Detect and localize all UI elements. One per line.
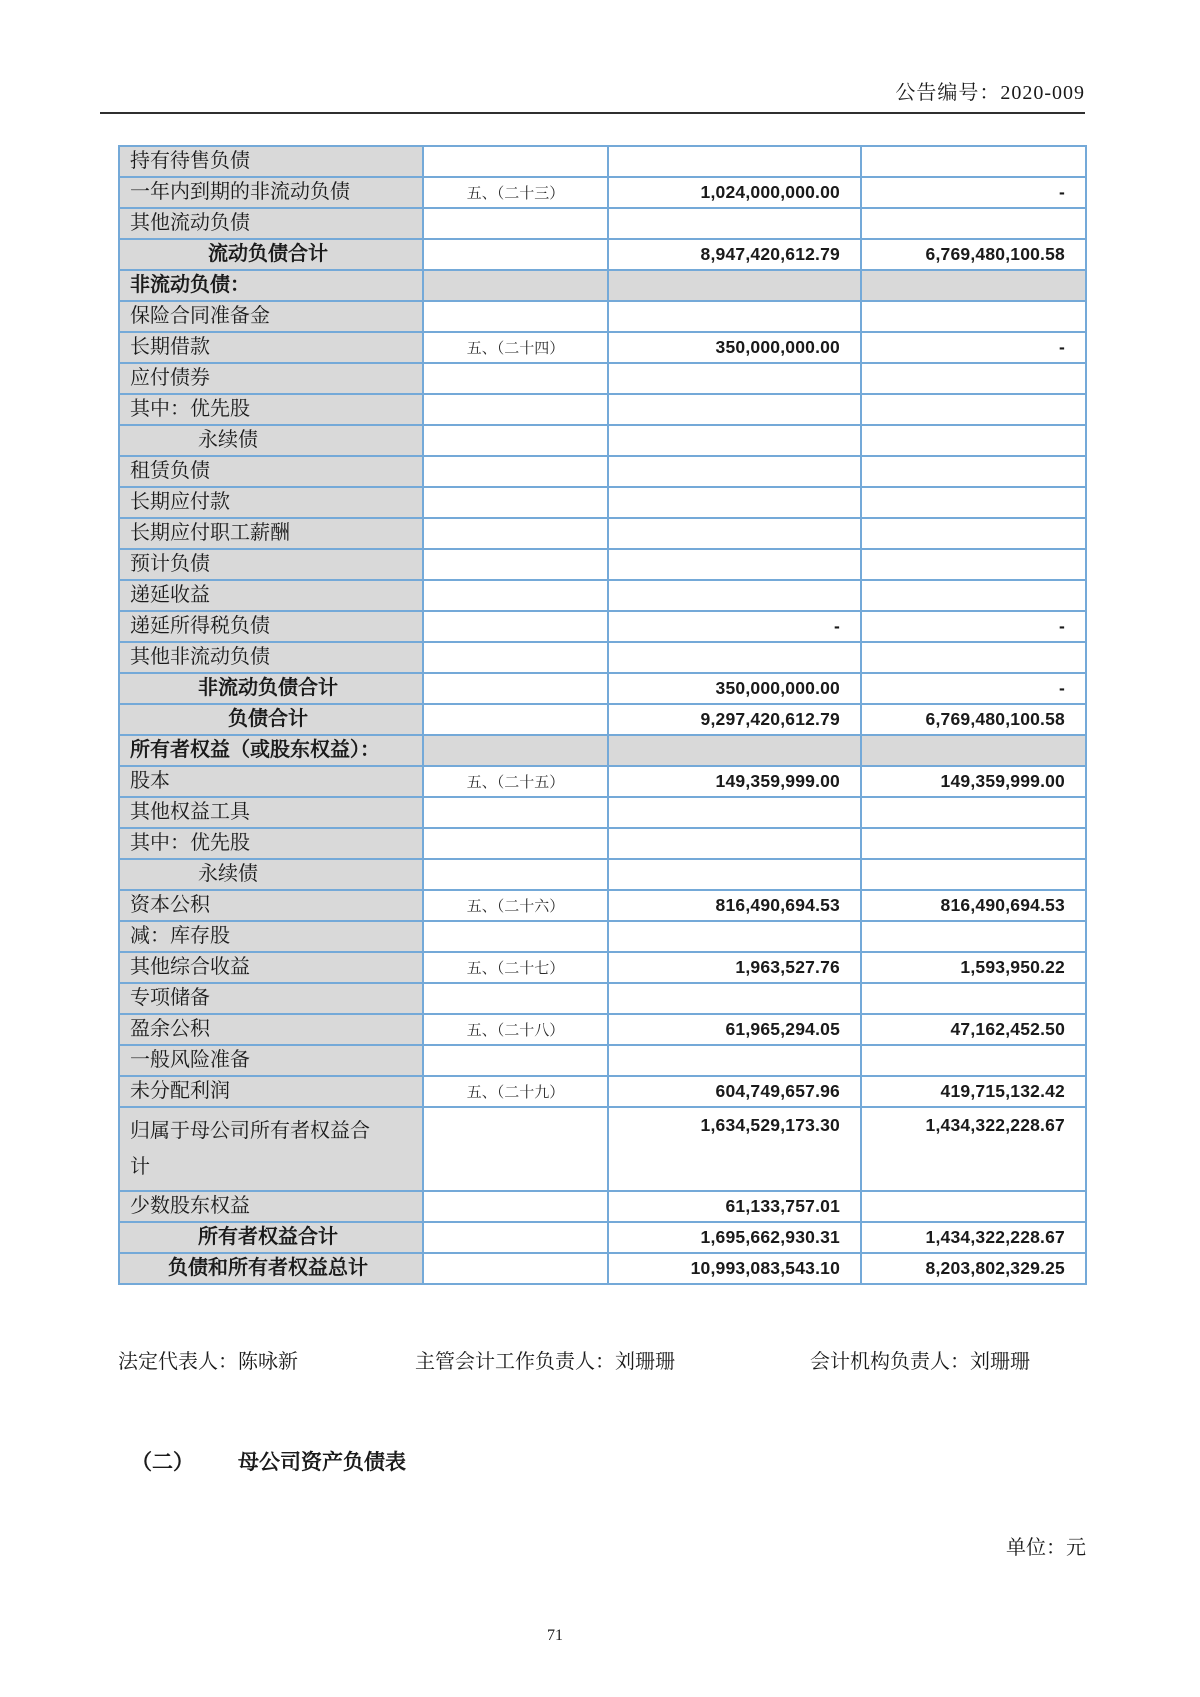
table-row	[119, 1076, 1086, 1107]
cell-label: 股本	[119, 766, 423, 797]
table-row	[119, 177, 1086, 208]
cell-note: 五、（二十八）	[423, 1014, 608, 1045]
table-row	[119, 890, 1086, 921]
cell-current	[608, 580, 861, 611]
balance-sheet-body	[119, 146, 1086, 1284]
table-row	[119, 673, 1086, 704]
cell-previous	[861, 208, 1086, 239]
balance-sheet-table	[118, 145, 1087, 1285]
table-row	[119, 735, 1086, 766]
table-row	[119, 952, 1086, 983]
table-row	[119, 1253, 1086, 1284]
cell-note	[423, 363, 608, 394]
cell-note	[423, 673, 608, 704]
cell-label: 永续债	[119, 425, 423, 456]
cell-previous	[861, 363, 1086, 394]
cell-current: 1,695,662,930.31	[608, 1222, 861, 1253]
cell-previous	[861, 828, 1086, 859]
cell-current: 1,024,000,000.00	[608, 177, 861, 208]
table-row	[119, 766, 1086, 797]
cell-note	[423, 425, 608, 456]
cell-label: 保险合同准备金	[119, 301, 423, 332]
cell-previous: -	[861, 177, 1086, 208]
cell-note	[423, 549, 608, 580]
cell-label: 预计负债	[119, 549, 423, 580]
cell-previous	[861, 549, 1086, 580]
cell-note	[423, 1045, 608, 1076]
cell-previous	[861, 456, 1086, 487]
cell-previous	[861, 797, 1086, 828]
cell-previous	[861, 983, 1086, 1014]
cell-current	[608, 859, 861, 890]
cell-note	[423, 394, 608, 425]
cell-current	[608, 363, 861, 394]
cell-current	[608, 921, 861, 952]
table-row	[119, 1045, 1086, 1076]
table-row	[119, 270, 1086, 301]
cell-label: 盈余公积	[119, 1014, 423, 1045]
cell-note	[423, 301, 608, 332]
cell-previous: 816,490,694.53	[861, 890, 1086, 921]
cell-note	[423, 146, 608, 177]
cell-current: 1,963,527.76	[608, 952, 861, 983]
cell-previous: 47,162,452.50	[861, 1014, 1086, 1045]
doc-number: 公告编号：2020-009	[895, 82, 1085, 104]
table-row	[119, 983, 1086, 1014]
cell-note: 五、（二十三）	[423, 177, 608, 208]
cell-previous	[861, 487, 1086, 518]
cell-current: 61,965,294.05	[608, 1014, 861, 1045]
table-row	[119, 642, 1086, 673]
table-row	[119, 921, 1086, 952]
cell-current	[608, 1045, 861, 1076]
cell-note	[423, 859, 608, 890]
cell-label: 一年内到期的非流动负债	[119, 177, 423, 208]
cell-label: 其他非流动负债	[119, 642, 423, 673]
table-row	[119, 549, 1086, 580]
table-row	[119, 208, 1086, 239]
cell-previous	[861, 1045, 1086, 1076]
cell-note	[423, 1253, 608, 1284]
cell-note	[423, 1222, 608, 1253]
cell-current: 350,000,000.00	[608, 673, 861, 704]
table-row	[119, 425, 1086, 456]
cell-label: 一般风险准备	[119, 1045, 423, 1076]
cell-note	[423, 735, 608, 766]
cell-current	[608, 301, 861, 332]
table-row	[119, 1014, 1086, 1045]
section-heading-number: （二）	[131, 1450, 194, 1474]
cell-note	[423, 828, 608, 859]
cell-previous: 1,434,322,228.67	[861, 1222, 1086, 1253]
cell-label: 持有待售负债	[119, 146, 423, 177]
table-row	[119, 239, 1086, 270]
cell-previous	[861, 580, 1086, 611]
cell-previous	[861, 859, 1086, 890]
table-row	[119, 301, 1086, 332]
cell-label: 少数股东权益	[119, 1191, 423, 1222]
cell-label: 其中：优先股	[119, 394, 423, 425]
cell-previous	[861, 921, 1086, 952]
cell-label: 未分配利润	[119, 1076, 423, 1107]
cell-note	[423, 270, 608, 301]
table-row	[119, 1107, 1086, 1191]
cell-current	[608, 735, 861, 766]
cell-previous	[861, 735, 1086, 766]
cell-label: 专项储备	[119, 983, 423, 1014]
section-heading	[131, 1446, 406, 1476]
cell-current: 10,993,083,543.10	[608, 1253, 861, 1284]
cell-label: 负债和所有者权益总计	[119, 1253, 423, 1284]
table-row	[119, 828, 1086, 859]
table-row	[119, 859, 1086, 890]
cell-previous	[861, 394, 1086, 425]
cell-label: 长期应付职工薪酬	[119, 518, 423, 549]
signatory-accounting-dept-head: 会计机构负责人：刘珊珊	[810, 1351, 1030, 1373]
cell-label: 其他权益工具	[119, 797, 423, 828]
cell-previous	[861, 146, 1086, 177]
unit-label: 单位：元	[1006, 1537, 1086, 1559]
cell-previous	[861, 518, 1086, 549]
cell-note	[423, 518, 608, 549]
cell-label: 非流动负债：	[119, 270, 423, 301]
cell-current	[608, 208, 861, 239]
cell-note	[423, 1191, 608, 1222]
cell-current: 816,490,694.53	[608, 890, 861, 921]
cell-label: 租赁负债	[119, 456, 423, 487]
cell-label: 长期借款	[119, 332, 423, 363]
cell-previous: 149,359,999.00	[861, 766, 1086, 797]
cell-current	[608, 425, 861, 456]
table-row	[119, 611, 1086, 642]
cell-label: 减：库存股	[119, 921, 423, 952]
cell-note	[423, 239, 608, 270]
cell-label: 负债合计	[119, 704, 423, 735]
cell-note	[423, 983, 608, 1014]
cell-note	[423, 487, 608, 518]
cell-previous: -	[861, 673, 1086, 704]
signatory-legal-representative: 法定代表人：陈咏新	[118, 1351, 298, 1373]
cell-label: 所有者权益合计	[119, 1222, 423, 1253]
cell-label: 所有者权益（或股东权益）：	[119, 735, 423, 766]
cell-label: 长期应付款	[119, 487, 423, 518]
cell-current	[608, 487, 861, 518]
cell-current	[608, 983, 861, 1014]
table-row	[119, 394, 1086, 425]
cell-current	[608, 797, 861, 828]
cell-note: 五、（二十九）	[423, 1076, 608, 1107]
cell-current	[608, 642, 861, 673]
cell-current	[608, 828, 861, 859]
section-heading-title: 母公司资产负债表	[238, 1450, 406, 1474]
cell-note	[423, 1107, 608, 1191]
cell-previous: 1,434,322,228.67	[861, 1107, 1086, 1191]
cell-label: 资本公积	[119, 890, 423, 921]
header-rule	[100, 112, 1085, 114]
cell-current	[608, 518, 861, 549]
cell-label: 非流动负债合计	[119, 673, 423, 704]
table-row	[119, 518, 1086, 549]
table-row	[119, 1191, 1086, 1222]
cell-previous: -	[861, 332, 1086, 363]
cell-current: 8,947,420,612.79	[608, 239, 861, 270]
cell-label: 永续债	[119, 859, 423, 890]
cell-label: 其他流动负债	[119, 208, 423, 239]
cell-note	[423, 642, 608, 673]
cell-label: 应付债券	[119, 363, 423, 394]
table-row	[119, 487, 1086, 518]
cell-label: 其他综合收益	[119, 952, 423, 983]
cell-current	[608, 549, 861, 580]
cell-label: 递延收益	[119, 580, 423, 611]
cell-previous	[861, 425, 1086, 456]
cell-current: 1,634,529,173.30	[608, 1107, 861, 1191]
cell-current	[608, 270, 861, 301]
cell-current: 604,749,657.96	[608, 1076, 861, 1107]
table-row	[119, 456, 1086, 487]
cell-previous: 419,715,132.42	[861, 1076, 1086, 1107]
cell-note: 五、（二十六）	[423, 890, 608, 921]
cell-label: 归属于母公司所有者权益合计	[119, 1107, 423, 1191]
cell-note: 五、（二十七）	[423, 952, 608, 983]
cell-note	[423, 580, 608, 611]
cell-current	[608, 394, 861, 425]
cell-previous: 1,593,950.22	[861, 952, 1086, 983]
cell-label: 流动负债合计	[119, 239, 423, 270]
cell-current: 149,359,999.00	[608, 766, 861, 797]
cell-note	[423, 611, 608, 642]
cell-previous: 6,769,480,100.58	[861, 239, 1086, 270]
cell-note: 五、（二十五）	[423, 766, 608, 797]
cell-previous	[861, 1191, 1086, 1222]
cell-previous: -	[861, 611, 1086, 642]
cell-previous	[861, 642, 1086, 673]
cell-current: -	[608, 611, 861, 642]
table-row	[119, 1222, 1086, 1253]
cell-label: 递延所得税负债	[119, 611, 423, 642]
cell-note	[423, 797, 608, 828]
table-row	[119, 146, 1086, 177]
cell-note	[423, 921, 608, 952]
cell-previous: 6,769,480,100.58	[861, 704, 1086, 735]
table-row	[119, 332, 1086, 363]
cell-previous	[861, 270, 1086, 301]
table-row	[119, 580, 1086, 611]
signatory-accounting-head: 主管会计工作负责人：刘珊珊	[415, 1351, 675, 1373]
page-number: 71	[547, 1627, 563, 1644]
cell-previous: 8,203,802,329.25	[861, 1253, 1086, 1284]
cell-current	[608, 146, 861, 177]
cell-note	[423, 456, 608, 487]
cell-note: 五、（二十四）	[423, 332, 608, 363]
cell-current: 9,297,420,612.79	[608, 704, 861, 735]
cell-current: 350,000,000.00	[608, 332, 861, 363]
cell-current: 61,133,757.01	[608, 1191, 861, 1222]
cell-note	[423, 208, 608, 239]
cell-current	[608, 456, 861, 487]
table-row	[119, 704, 1086, 735]
cell-note	[423, 704, 608, 735]
table-row	[119, 797, 1086, 828]
cell-label: 其中：优先股	[119, 828, 423, 859]
cell-previous	[861, 301, 1086, 332]
table-row	[119, 363, 1086, 394]
